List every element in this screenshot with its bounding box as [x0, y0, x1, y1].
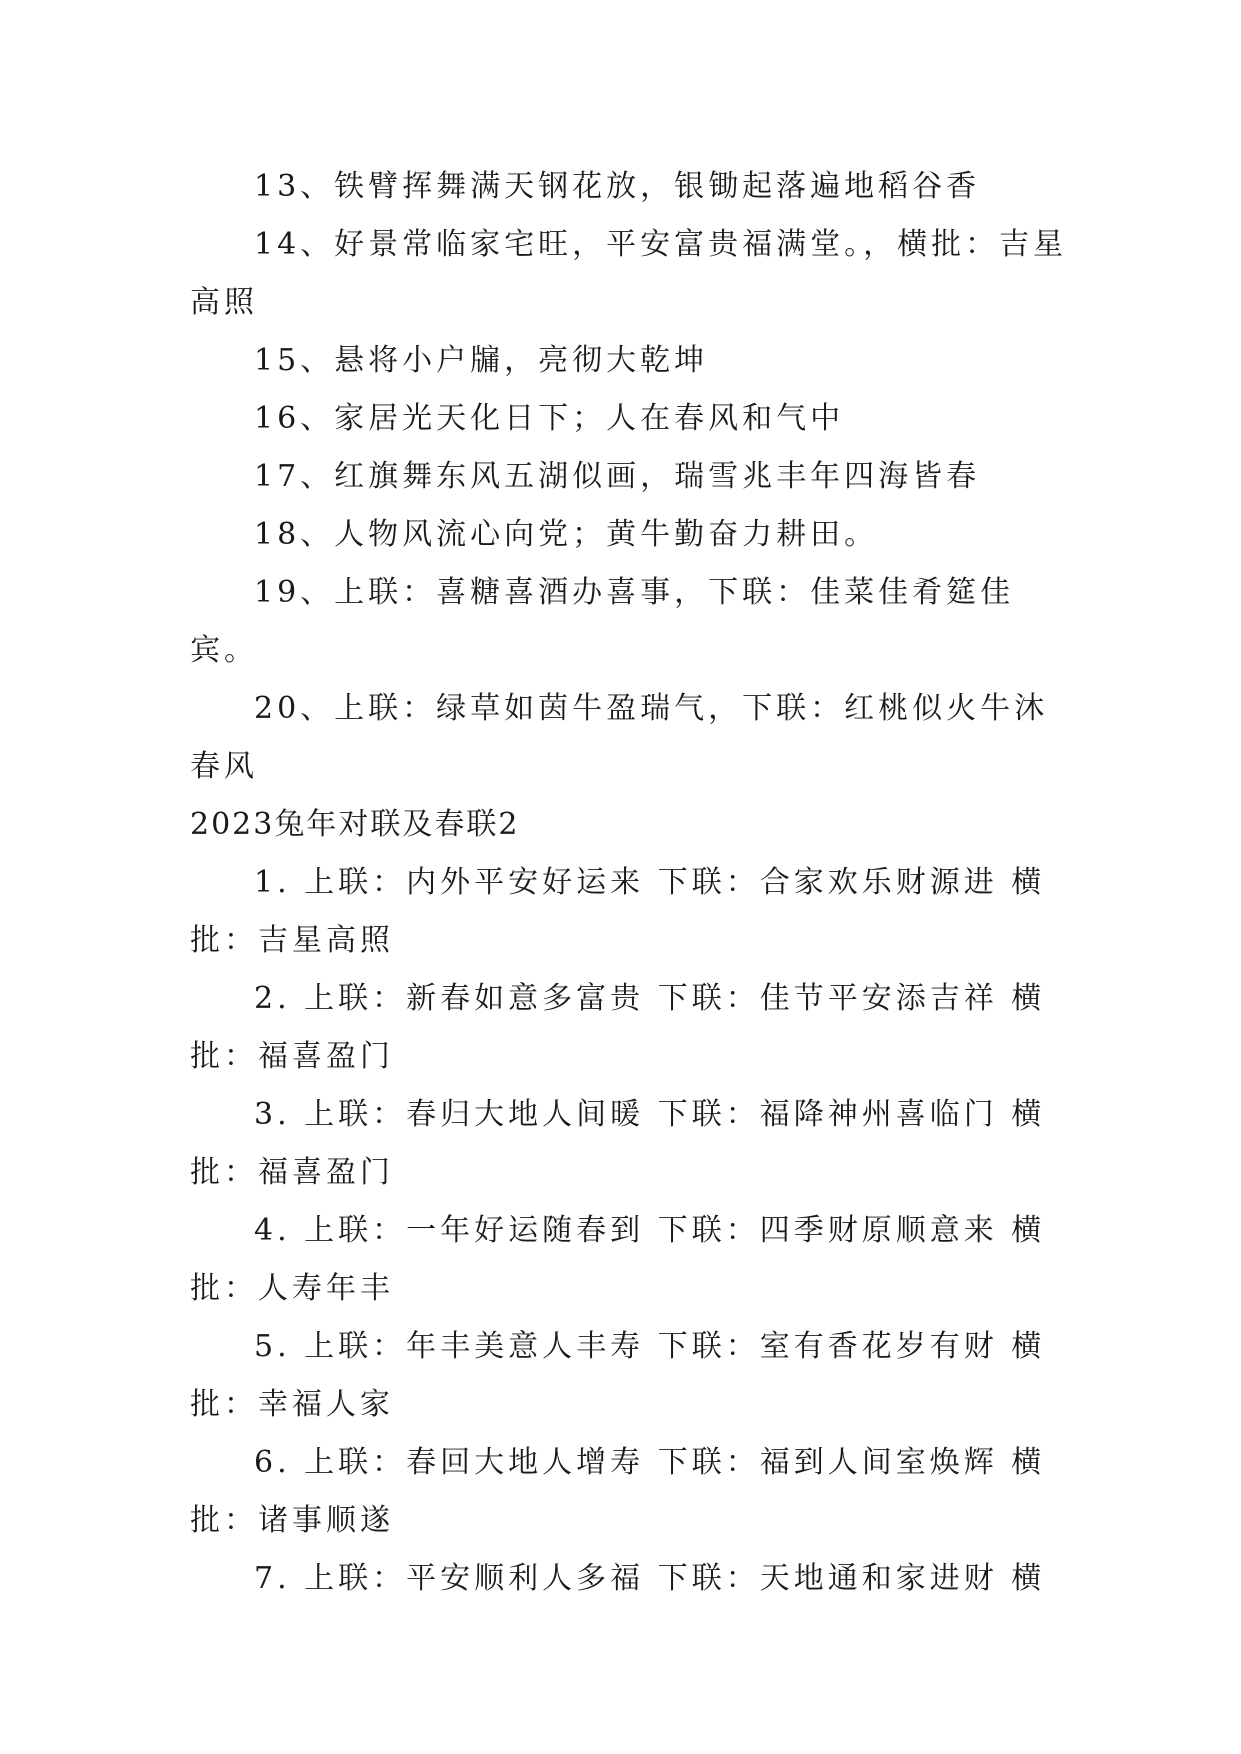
couplet-item-6: 6. 上联：春回大地人增寿 下联：福到人间室焕辉 横批：诸事顺遂 — [190, 1445, 1046, 1538]
couplet-item-19: 19、上联：喜糖喜酒办喜事，下联：佳菜佳肴筵佳宾。 — [190, 575, 1015, 668]
couplet-item-15: 15、悬将小户牖，亮彻大乾坤 — [254, 343, 709, 378]
couplet-item-16: 16、家居光天化日下；人在春风和气中 — [254, 401, 845, 436]
couplet-item-7: 7. 上联：平安顺利人多福 下联：天地通和家进财 横 — [254, 1561, 1046, 1596]
couplet-item-4: 4. 上联：一年好运随春到 下联：四季财原顺意来 横批：人寿年丰 — [190, 1213, 1046, 1306]
couplet-item-3: 3. 上联：春归大地人间暖 下联：福降神州喜临门 横批：福喜盈门 — [190, 1097, 1046, 1190]
couplet-item-5: 5. 上联：年丰美意人丰寿 下联：室有香花岁有财 横批：幸福人家 — [190, 1329, 1046, 1422]
couplet-item-2: 2. 上联：新春如意多富贵 下联：佳节平安添吉祥 横批：福喜盈门 — [190, 981, 1046, 1074]
couplet-item-18: 18、人物风流心向党；黄牛勤奋力耕田。 — [254, 517, 879, 552]
couplet-item-14: 14、好景常临家宅旺，平安富贵福满堂。，横批：吉星高照 — [190, 227, 1068, 320]
couplet-item-17: 17、红旗舞东风五湖似画，瑞雪兆丰年四海皆春 — [254, 459, 981, 494]
document-body — [190, 158, 1070, 1608]
section-heading: 2023兔年对联及春联2 — [190, 807, 520, 842]
couplet-item-13: 13、铁臂挥舞满天钢花放，银锄起落遍地稻谷香 — [254, 169, 981, 204]
couplet-item-20: 20、上联：绿草如茵牛盈瑞气，下联：红桃似火牛沐春风 — [190, 691, 1049, 784]
couplet-item-1: 1. 上联：内外平安好运来 下联：合家欢乐财源进 横批：吉星高照 — [190, 865, 1046, 958]
